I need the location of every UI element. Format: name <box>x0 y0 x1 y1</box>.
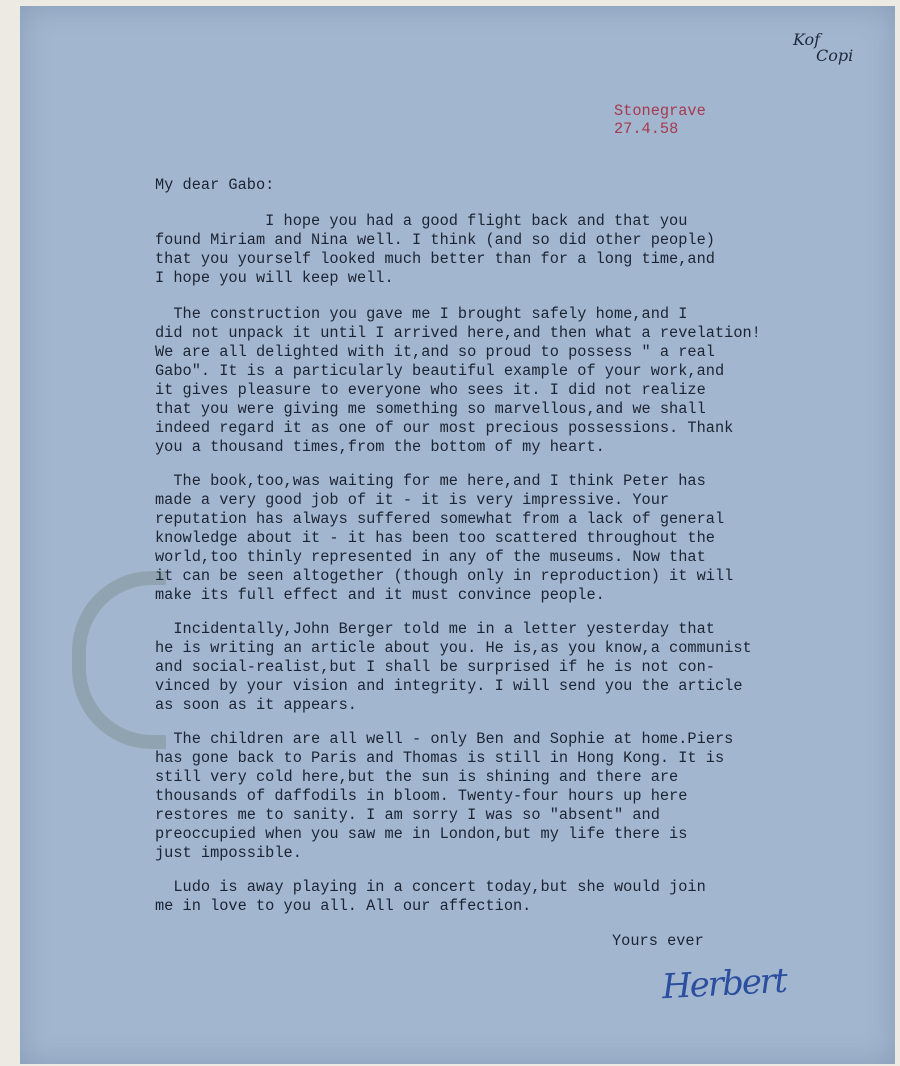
text-line: reputation has always suffered somewhat from a lack of general <box>155 510 725 528</box>
text-line: preoccupied when you saw me in London,but my life there is <box>155 825 688 843</box>
salutation: My dear Gabo: <box>155 176 275 194</box>
closing: Yours ever <box>612 932 704 950</box>
text-line: you a thousand times,from the bottom of my heart. <box>155 438 605 456</box>
text-line: The book,too,was waiting for me here,and I think Peter has <box>155 472 706 490</box>
bleed-through-stain <box>72 571 166 749</box>
text-line: and social-realist,but I shall be surprised if he is not con- <box>155 658 715 676</box>
text-line: We are all delighted with it,and so proud to possess " a real <box>155 343 715 361</box>
text-line: I hope you had a good flight back and that you <box>155 212 688 230</box>
text-line: The children are all well - only Ben and Sophie at home.Piers <box>155 730 734 748</box>
text-line: has gone back to Paris and Thomas is still in Hong Kong. It is <box>155 749 725 767</box>
text-line: thousands of daffodils in bloom. Twenty-four hours up here <box>155 787 688 805</box>
text-line: made a very good job of it - it is very impressive. Your <box>155 491 670 509</box>
text-line: found Miriam and Nina well. I think (and so did other people) <box>155 231 715 249</box>
text-line: that you were giving me something so marvellous,and we shall <box>155 400 706 418</box>
letter-place: Stonegrave <box>614 102 706 120</box>
text-line: world,too thinly represented in any of the museums. Now that <box>155 548 706 566</box>
text-line: just impossible. <box>155 844 302 862</box>
handwritten-note-1: Kof <box>793 30 821 49</box>
handwritten-signature: Herbert <box>661 960 787 1008</box>
text-line: me in love to you all. All our affection. <box>155 897 532 915</box>
text-line: I hope you will keep well. <box>155 269 394 287</box>
text-line: make its full effect and it must convince people. <box>155 586 605 604</box>
text-line: it can be seen altogether (though only in reproduction) it will <box>155 567 734 585</box>
text-line: Ludo is away playing in a concert today,but she would join <box>155 878 706 896</box>
text-line: he is writing an article about you. He is,as you know,a communist <box>155 639 752 657</box>
text-line: Incidentally,John Berger told me in a letter yesterday that <box>155 620 715 638</box>
text-line: Gabo". It is a particularly beautiful example of your work,and <box>155 362 725 380</box>
text-line: still very cold here,but the sun is shining and there are <box>155 768 679 786</box>
text-line: restores me to sanity. I am sorry I was so "absent" and <box>155 806 660 824</box>
text-line: vinced by your vision and integrity. I will send you the article <box>155 677 743 695</box>
text-line: it gives pleasure to everyone who sees it. I did not realize <box>155 381 706 399</box>
text-line: that you yourself looked much better than for a long time,and <box>155 250 715 268</box>
text-line: indeed regard it as one of our most precious possessions. Thank <box>155 419 734 437</box>
handwritten-note-2: Copi <box>816 46 854 65</box>
letter-date: 27.4.58 <box>614 120 679 138</box>
text-line: The construction you gave me I brought safely home,and I <box>155 305 688 323</box>
text-line: as soon as it appears. <box>155 696 357 714</box>
text-line: knowledge about it - it has been too scattered throughout the <box>155 529 715 547</box>
text-line: did not unpack it until I arrived here,and then what a revelation! <box>155 324 761 342</box>
